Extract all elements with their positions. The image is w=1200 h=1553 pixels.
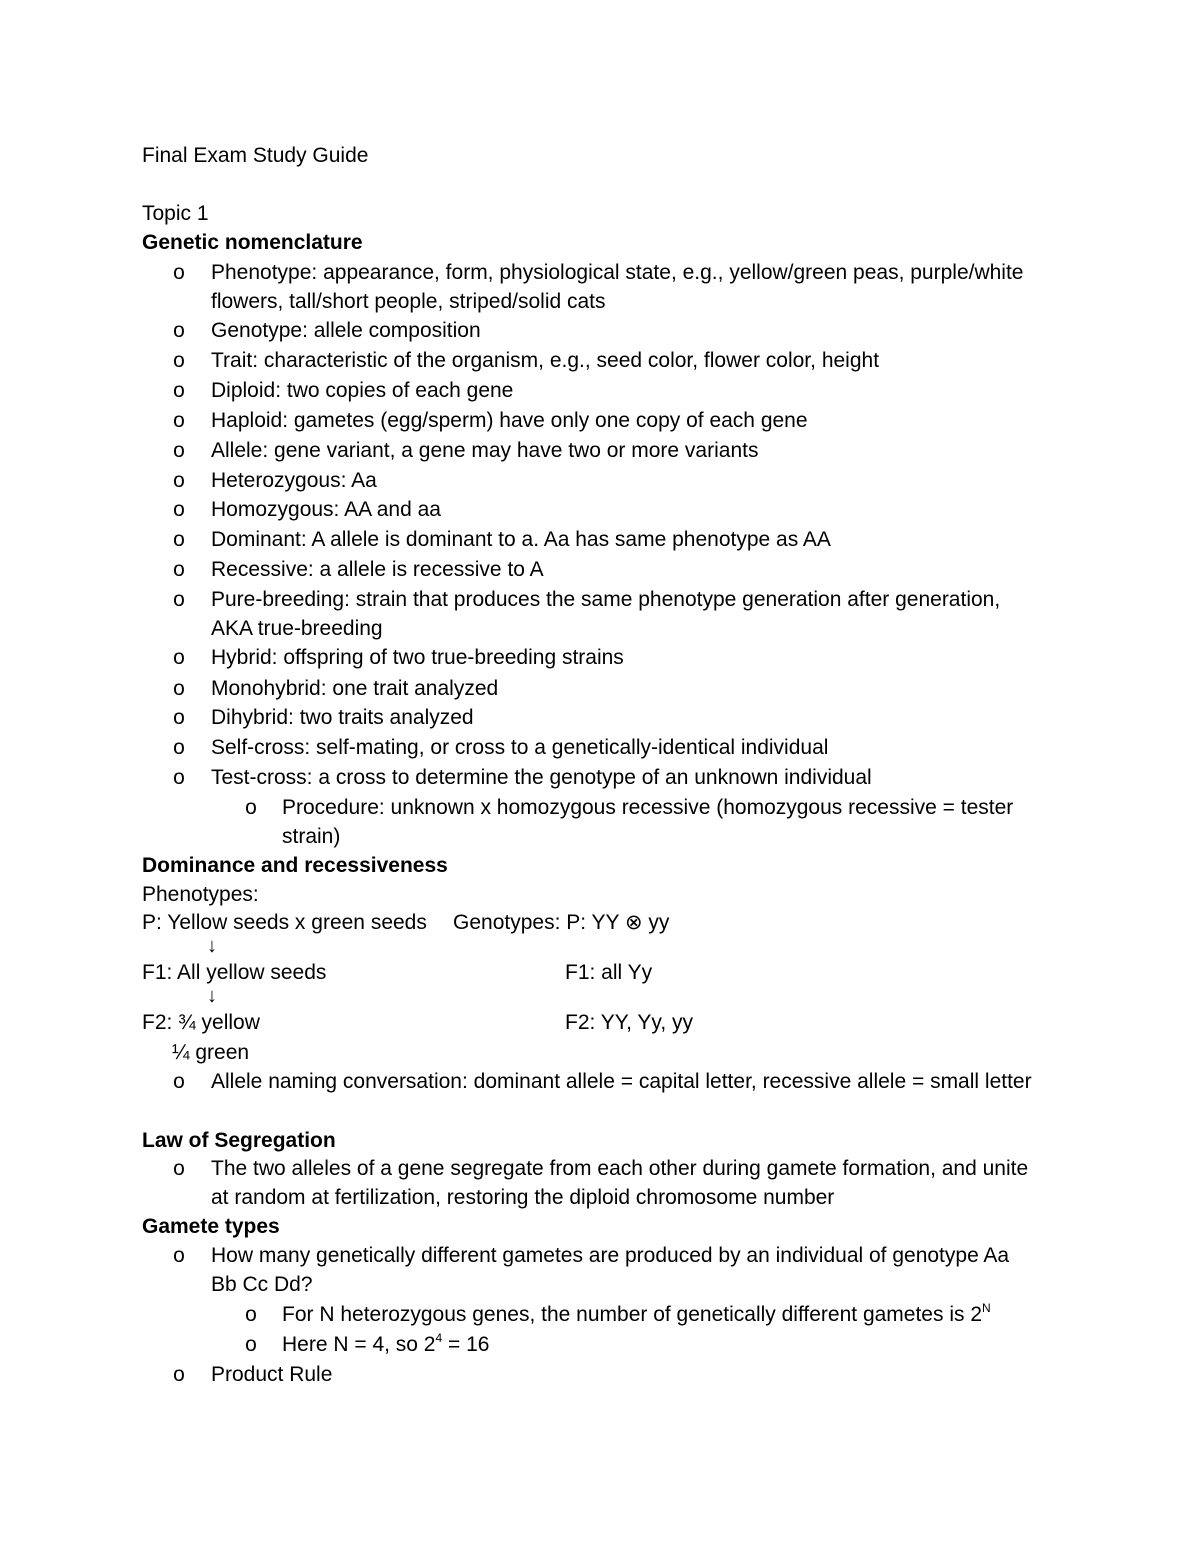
f2-genotype-line: F2: YY, Yy, yy bbox=[565, 1011, 694, 1034]
bullet: o bbox=[245, 796, 257, 819]
bullet: o bbox=[173, 677, 185, 700]
list-item: Pure-breeding: strain that produces the same phenotype generation after generation, bbox=[211, 588, 1001, 611]
f2-green-line: ¼ green bbox=[172, 1041, 250, 1064]
list-item: Dihybrid: two traits analyzed bbox=[211, 706, 474, 729]
bullet: o bbox=[173, 498, 185, 521]
list-item: Monohybrid: one trait analyzed bbox=[211, 677, 499, 700]
bullet: o bbox=[173, 469, 185, 492]
bullet: o bbox=[245, 1303, 257, 1326]
bullet: o bbox=[173, 261, 185, 284]
list-item: Allele naming conversation: dominant allele = capital letter, recessive allele = small letter bbox=[211, 1070, 1032, 1093]
rule-text: For N heterozygous genes, the number of genetically different gametes is 2 bbox=[282, 1303, 983, 1326]
bullet: o bbox=[173, 766, 185, 789]
list-item: The two alleles of a gene segregate from each other during gamete formation, and unite bbox=[211, 1157, 1029, 1180]
p-genotype-line: Genotypes: P: YY ⊗ yy bbox=[453, 911, 670, 934]
list-item: Diploid: two copies of each gene bbox=[211, 379, 514, 402]
list-item: Haploid: gametes (egg/sperm) have only one copy of each gene bbox=[211, 409, 808, 432]
phenotypes-label: Phenotypes: bbox=[142, 883, 259, 906]
bullet: o bbox=[173, 439, 185, 462]
bullet: o bbox=[173, 736, 185, 759]
list-item: Allele: gene variant, a gene may have two or more variants bbox=[211, 439, 759, 462]
list-item-continuation: AKA true-breeding bbox=[211, 617, 383, 640]
bullet: o bbox=[173, 1244, 185, 1267]
bullet: o bbox=[173, 646, 185, 669]
list-item-continuation: flowers, tall/short people, striped/solid cats bbox=[211, 290, 606, 313]
list-item-continuation: at random at fertilization, restoring the diploid chromosome number bbox=[211, 1186, 835, 1209]
example-tail: = 16 bbox=[442, 1333, 490, 1356]
down-arrow-icon: ↓ bbox=[207, 985, 217, 1007]
bullet: o bbox=[173, 1363, 185, 1386]
example-superscript: 4 bbox=[435, 1331, 443, 1345]
section-heading-segregation: Law of Segregation bbox=[142, 1129, 336, 1152]
section-heading-dominance: Dominance and recessiveness bbox=[142, 854, 448, 877]
bullet: o bbox=[173, 706, 185, 729]
list-item: Product Rule bbox=[211, 1363, 333, 1386]
f1-phenotype-line: F1: All yellow seeds bbox=[142, 961, 327, 984]
bullet: o bbox=[173, 558, 185, 581]
bullet: o bbox=[173, 1070, 185, 1093]
list-item: Homozygous: AA and aa bbox=[211, 498, 441, 521]
bullet: o bbox=[173, 588, 185, 611]
bullet: o bbox=[173, 1157, 185, 1180]
list-item: Phenotype: appearance, form, physiological state, e.g., yellow/green peas, purple/white bbox=[211, 261, 1024, 284]
list-item: Genotype: allele composition bbox=[211, 319, 481, 342]
list-item: Self-cross: self-mating, or cross to a genetically-identical individual bbox=[211, 736, 829, 759]
down-arrow-icon: ↓ bbox=[207, 935, 217, 957]
bullet: o bbox=[245, 1333, 257, 1356]
document-title: Final Exam Study Guide bbox=[142, 144, 369, 167]
section-heading-gamete-types: Gamete types bbox=[142, 1215, 280, 1238]
bullet: o bbox=[173, 528, 185, 551]
bullet: o bbox=[173, 409, 185, 432]
list-item-continuation: Bb Cc Dd? bbox=[211, 1273, 313, 1296]
f1-genotype-line: F1: all Yy bbox=[565, 961, 653, 984]
bullet: o bbox=[173, 319, 185, 342]
rule-superscript: N bbox=[982, 1301, 991, 1315]
sub-list-item bbox=[282, 1300, 991, 1330]
list-item: Heterozygous: Aa bbox=[211, 469, 377, 492]
list-item: Recessive: a allele is recessive to A bbox=[211, 558, 544, 581]
p-phenotype-line: P: Yellow seeds x green seeds bbox=[142, 911, 427, 934]
section-heading-genetic-nomenclature: Genetic nomenclature bbox=[142, 231, 363, 254]
list-item: Dominant: A allele is dominant to a. Aa has same phenotype as AA bbox=[211, 528, 831, 551]
bullet: o bbox=[173, 379, 185, 402]
f2-phenotype-line: F2: ¾ yellow bbox=[142, 1011, 260, 1034]
topic-label: Topic 1 bbox=[142, 202, 209, 225]
list-item: Trait: characteristic of the organism, e.g., seed color, flower color, height bbox=[211, 349, 880, 372]
list-item: How many genetically different gametes are produced by an individual of genotype Aa bbox=[211, 1244, 1010, 1267]
sub-list-item-continuation: strain) bbox=[282, 825, 341, 848]
list-item: Test-cross: a cross to determine the genotype of an unknown individual bbox=[211, 766, 872, 789]
example-text: Here N = 4, so 2 bbox=[282, 1333, 436, 1356]
sub-list-item bbox=[282, 1330, 489, 1360]
sub-list-item: Procedure: unknown x homozygous recessive (homozygous recessive = tester bbox=[282, 796, 1014, 819]
list-item: Hybrid: offspring of two true-breeding strains bbox=[211, 646, 624, 669]
bullet: o bbox=[173, 349, 185, 372]
